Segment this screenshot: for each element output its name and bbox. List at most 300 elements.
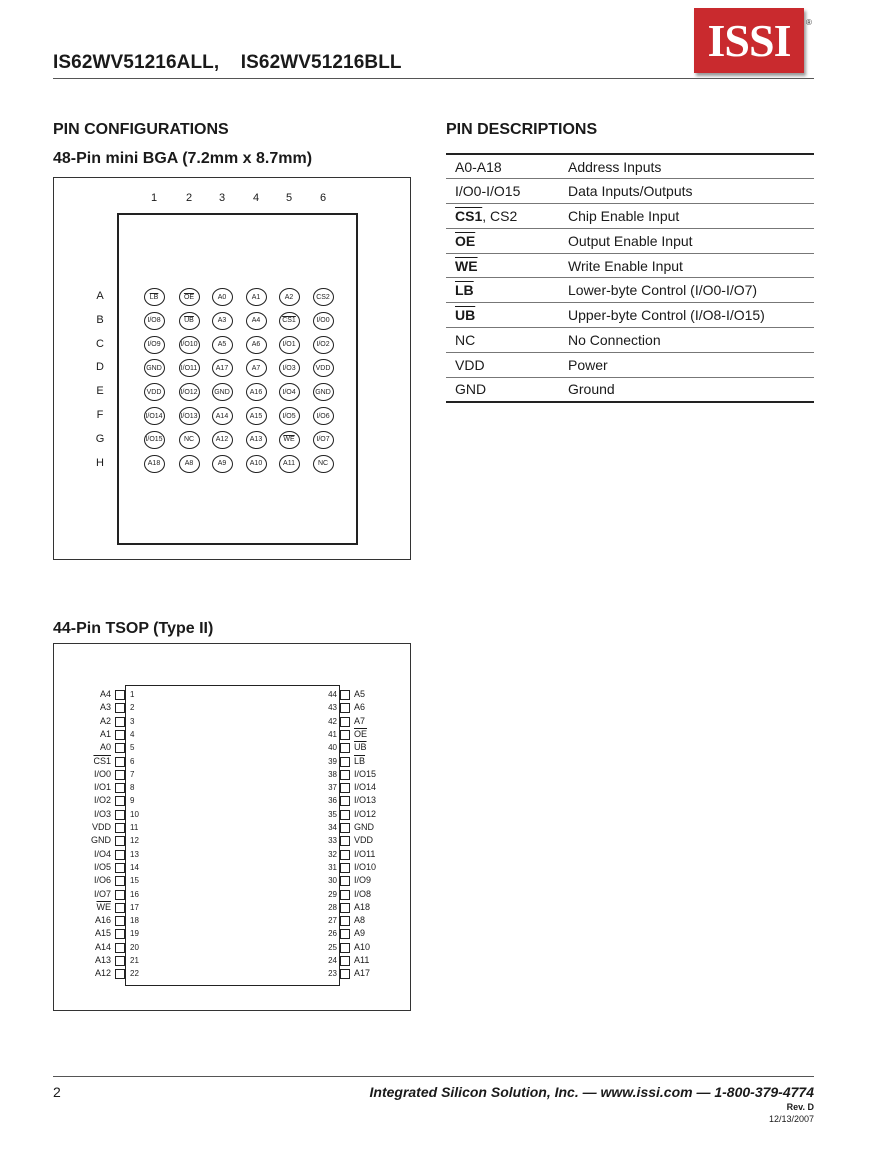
tsop-right-pin-number: 39 [328,756,337,766]
bga-ball-label: A14 [215,412,229,420]
bga-ball [179,407,200,425]
tsop-right-pin-name: I/O12 [354,808,377,819]
tsop-left-pin-name: A14 [94,941,111,952]
bga-ball-label: I/O6 [316,412,330,420]
tsop-right-pin-number: 23 [328,969,337,979]
tsop-left-pin-name: GND [91,835,111,846]
bga-ball-label: A7 [251,364,261,372]
tsop-right-pin-name: A17 [354,968,371,979]
bga-ball [144,336,165,354]
bga-ball [179,455,200,473]
pin-name-active-low: $\overline{OE}$ [455,232,476,249]
bga-ball [179,359,200,377]
pin-description-cell: Address Inputs [568,154,814,179]
tsop-left-pin-name: A0 [99,742,111,753]
bga-ball [144,455,165,473]
bga-ball-label: A0 [217,293,227,301]
tsop-right-pin-pad [340,969,350,979]
tsop-left-pin-name: I/O3 [93,808,111,819]
bga-ball-label: I/O14 [145,412,163,420]
bga-ball-label: $\overline{OE}$ [183,293,195,301]
bga-ball-label: VDD [315,364,331,372]
tsop-left-pin-number: 2 [130,703,135,713]
tsop-left-pin-pad [115,823,125,833]
bga-ball [144,383,165,401]
bga-ball [313,431,334,449]
tsop-right-pin-name: I/O15 [354,768,377,779]
bga-row-label: H [96,456,104,469]
footer-date: 12/13/2007 [768,1114,814,1124]
bga-ball-label: I/O2 [316,341,330,349]
tsop-left-pin-pad [115,717,125,727]
bga-ball-label: A1 [251,293,261,301]
tsop-right-pin-pad [340,703,350,713]
tsop-left-pin-name: A15 [94,928,111,939]
bga-ball [246,383,267,401]
bga-row-label: E [96,385,104,398]
pin-name-active-low: $\overline{WE}$ [455,257,478,274]
tsop-right-pin-number: 31 [328,862,337,872]
bga-ball-label: A11 [283,460,295,468]
bga-ball [179,336,200,354]
bga-ball [179,383,200,401]
bga-ball [313,407,334,425]
pin-name-active-low: CS1 [455,207,483,224]
footer-revision: Rev. D [786,1102,814,1112]
bga-ball [144,359,165,377]
pin-description-cell: Write Enable Input [568,253,814,278]
bga-ball-label: I/O12 [180,388,198,396]
tsop-left-pin-number: 7 [130,769,135,779]
tsop-left-pin-number: 3 [130,716,135,726]
bga-ball-label: I/O4 [282,388,296,396]
tsop-right-pin-pad [340,717,350,727]
tsop-right-pin-number: 30 [328,876,337,886]
tsop-right-pin-pad [340,770,350,780]
tsop-left-pin-number: 13 [130,849,139,859]
bga-ball-label: A9 [217,460,227,468]
tsop-right-pin-pad [340,890,350,900]
tsop-right-pin-name: A5 [354,689,366,699]
bga-ball-label: GND [315,388,331,396]
tsop-right-pin-pad [340,850,350,860]
bga-column-number: 2 [185,192,193,204]
bga-ball-label: $\overline{LB}$ [149,293,159,301]
bga-ball-label: A10 [249,460,263,468]
tsop-right-pin-number: 43 [328,703,337,713]
tsop-right-pin-name: I/O10 [354,861,377,872]
pin-name-cell [446,328,568,353]
tsop-left-pin-number: 11 [130,823,139,832]
pin-description-row [446,278,814,303]
pin-description-cell: No Connection [568,328,814,353]
tsop-right-pin-pad [340,903,350,913]
bga-ball-label: A8 [184,460,194,468]
tsop-right-pin-pad [340,796,350,806]
tsop-left-pin-number: 18 [130,916,139,926]
pin-description-table [446,153,814,403]
pin-name-cell [446,154,568,179]
page-number: 2 [53,1084,61,1100]
tsop-left-pin-pad [115,903,125,913]
tsop-right-pin-name: $\overline{UB}$ [354,742,367,753]
tsop-right-pin-number: 38 [328,769,337,779]
tsop-right-pin-name: A6 [354,702,366,713]
pin-name: GND [455,381,487,398]
tsop-right-pin-pad [340,876,350,886]
tsop-left-pin-number: 10 [130,809,139,819]
bga-row-label: B [96,313,104,326]
tsop-left-pin-pad [115,757,125,767]
tsop-left-pin-name: I/O7 [93,888,111,899]
pin-description-row [446,179,814,204]
bga-ball-label: I/O7 [316,436,330,444]
pin-descriptions-heading: PIN DESCRIPTIONS [446,121,598,138]
pin-description-row [446,377,814,402]
bga-ball [246,288,267,306]
footer-company: Integrated Silicon Solution, Inc. — www.issi.com — 1-800-379-4774 [369,1084,814,1100]
bga-ball [212,407,233,425]
tsop-right-pin-number: 42 [328,716,337,726]
bga-ball [279,383,300,401]
tsop-right-pin-pad [340,690,350,700]
bga-ball [246,407,267,425]
bga-ball [279,407,300,425]
tsop-right-pin-number: 44 [328,690,337,699]
tsop-left-pin-pad [115,876,125,886]
tsop-left-pin-number: 19 [130,929,139,939]
bga-ball [313,336,334,354]
tsop-left-pin-name: I/O2 [93,795,111,806]
bga-ball-label: GND [214,388,230,396]
tsop-right-pin-number: 36 [328,796,337,806]
tsop-left-pin-number: 1 [130,690,135,699]
tsop-right-pin-name: $\overline{LB}$ [354,755,366,766]
bga-ball [144,288,165,306]
tsop-right-pin-name: I/O8 [354,888,372,899]
tsop-left-pin-number: 4 [130,729,135,739]
tsop-left-pin-pad [115,969,125,979]
tsop-right-pin-name: A7 [354,715,366,726]
tsop-left-pin-name: A1 [99,728,111,739]
bga-ball-label: A13 [249,436,263,444]
document-title: IS62WV51216ALL, IS62WV51216BLL [53,52,402,73]
pin-description-row [446,253,814,278]
bga-ball-label: A16 [249,388,263,396]
tsop-left-pin-number: 22 [130,969,139,979]
bga-ball [313,288,334,306]
bga-ball [144,312,165,330]
pin-name-cell [446,179,568,204]
tsop-right-pin-name: A10 [354,941,371,952]
tsop-left-pin-pad [115,836,125,846]
bga-ball-label: CS2 [316,293,330,301]
tsop-left-pin-pad [115,850,125,860]
tsop-right-pin-number: 24 [328,956,337,965]
bga-ball [179,288,200,306]
pin-name-cell [446,303,568,328]
tsop-right-pin-number: 35 [328,809,337,819]
bga-ball [212,359,233,377]
pin-description-cell: Ground [568,377,814,402]
tsop-left-pin-pad [115,890,125,900]
bga-ball-label: NC [183,436,195,444]
bga-column-number: 1 [150,192,158,204]
bga-ball [246,455,267,473]
bga-ball-label: I/O13 [180,412,198,420]
bga-ball [144,407,165,425]
tsop-left-pin-name: A12 [94,968,111,979]
tsop-left-pin-pad [115,743,125,753]
tsop-left-pin-number: 15 [130,876,139,886]
tsop-right-pin-pad [340,757,350,767]
pin-name-active-low: $\overline{UB}$ [455,307,476,324]
pin-description-cell: Upper-byte Control (I/O8-I/O15) [568,303,814,328]
pin-description-cell: Data Inputs/Outputs [568,179,814,204]
tsop-left-pin-pad [115,929,125,939]
tsop-left-pin-name: I/O4 [93,848,111,859]
tsop-right-pin-name: VDD [354,835,374,846]
bga-ball-label: A15 [249,412,263,420]
bga-ball [246,312,267,330]
tsop-right-pin-name: GND [354,822,374,832]
bga-row-label: F [96,409,104,421]
tsop-left-pin-pad [115,703,125,713]
tsop-right-pin-number: 25 [328,942,337,952]
bga-ball [313,359,334,377]
tsop-left-pin-name: I/O6 [93,875,111,886]
bga-ball-label: I/O9 [147,341,161,349]
tsop-left-pin-name: I/O5 [93,861,111,872]
tsop-left-pin-name: A4 [99,689,111,699]
tsop-right-pin-number: 26 [328,929,337,939]
tsop-left-pin-name: CS1 [93,755,111,766]
pin-name: A0-A18 [455,158,502,175]
tsop-left-pin-number: 6 [130,756,135,766]
bga-ball-label: I/O5 [282,412,296,420]
tsop-left-pin-number: 8 [130,783,135,793]
tsop-left-pin-number: 14 [130,862,139,872]
bga-ball [246,336,267,354]
bga-ball-label: A17 [215,364,229,372]
pin-description-row [446,352,814,377]
bga-ball-label: I/O8 [147,317,161,325]
tsop-right-pin-name: A18 [354,901,371,912]
bga-ball-label: I/O3 [282,364,296,372]
tsop-left-pin-name: A13 [94,955,111,965]
bga-ball [246,359,267,377]
tsop-left-pin-pad [115,956,125,966]
tsop-right-pin-name: I/O13 [354,795,377,806]
tsop-left-pin-name: $\overline{WE}$ [96,901,111,912]
bga-ball [313,455,334,473]
bga-ball-label: NC [317,460,329,468]
pin-name-cell [446,377,568,402]
tsop-left-pin-number: 20 [130,942,139,952]
bga-column-number: 5 [285,192,293,204]
bga-ball-label: I/O15 [145,436,163,444]
bga-ball [212,336,233,354]
bga-ball-label: A12 [215,436,229,444]
tsop-left-pin-pad [115,810,125,820]
bga-ball-label: A2 [284,293,294,301]
tsop-right-pin-number: 40 [328,743,337,753]
pin-configurations-heading: PIN CONFIGURATIONS [53,121,229,138]
tsop-left-pin-pad [115,796,125,806]
tsop-right-pin-number: 37 [328,783,337,793]
tsop-right-pin-name: A11 [354,955,370,965]
issi-logo [694,8,804,73]
tsop-right-pin-pad [340,943,350,953]
tsop-package-body [125,685,340,986]
tsop-left-pin-number: 21 [130,956,139,965]
bga-ball-label: A6 [251,341,261,349]
pin-name-cell [446,352,568,377]
bga-ball-label: I/O10 [180,341,198,349]
pin-name-cell [446,228,568,253]
pin-description-row [446,328,814,353]
pin-description-cell: Output Enable Input [568,228,814,253]
bga-ball [279,288,300,306]
tsop-right-pin-pad [340,956,350,966]
bga-row-label: G [95,432,105,445]
pin-description-cell: Power [568,352,814,377]
bga-ball-label: $\overline{UB}$ [184,317,194,325]
tsop-right-pin-number: 41 [328,729,337,739]
bga-ball [313,312,334,330]
tsop-left-pin-name: A3 [99,702,111,713]
tsop-right-pin-name: A9 [354,928,366,939]
tsop-right-pin-number: 33 [328,836,337,846]
bga-heading: 48-Pin mini BGA (7.2mm x 8.7mm) [53,150,313,167]
bga-ball [212,455,233,473]
bga-ball [279,336,300,354]
tsop-left-pin-number: 16 [130,889,139,899]
bga-ball-label: CS1 [282,317,296,325]
tsop-left-pin-name: I/O0 [93,768,111,779]
pin-name-active-low: $\overline{LB}$ [455,282,474,299]
pin-description-row [446,204,814,229]
tsop-left-pin-name: VDD [91,822,111,832]
bga-ball-label: A5 [217,341,227,349]
tsop-right-pin-name: I/O11 [354,848,376,859]
bga-ball [279,312,300,330]
pin-description-row [446,154,814,179]
bga-ball [144,431,165,449]
pin-name-cell [446,278,568,303]
registered-mark: ® [806,18,812,27]
bga-column-number: 4 [252,192,260,204]
pin-name: I/O0-I/O15 [455,183,521,200]
tsop-left-pin-pad [115,943,125,953]
tsop-left-pin-pad [115,730,125,740]
tsop-right-pin-name: A8 [354,915,366,926]
bga-row-label: C [96,337,104,350]
pin-description-row [446,228,814,253]
bga-ball [212,288,233,306]
tsop-right-pin-pad [340,743,350,753]
pin-description-cell: Chip Enable Input [568,204,814,229]
tsop-heading: 44-Pin TSOP (Type II) [53,620,214,637]
tsop-left-pin-pad [115,916,125,926]
tsop-right-pin-name: I/O14 [354,782,377,793]
bga-ball [246,431,267,449]
bga-column-number: 6 [319,192,327,204]
bga-ball-label: VDD [146,388,162,396]
bga-ball [279,431,300,449]
bga-ball-label: I/O1 [282,341,296,349]
bga-row-label: D [96,361,104,374]
tsop-right-pin-number: 32 [328,849,337,859]
tsop-right-pin-pad [340,836,350,846]
tsop-right-pin-name: $\overline{OE}$ [354,728,368,739]
bga-package-outline [117,213,358,545]
logo-text: ISSI [707,14,791,66]
pin-name: NC [455,331,476,348]
header-divider [53,78,814,79]
bga-ball-label: A18 [147,460,161,468]
tsop-left-pin-number: 12 [130,836,139,846]
tsop-left-pin-number: 5 [130,743,135,753]
tsop-right-pin-pad [340,916,350,926]
tsop-right-pin-pad [340,929,350,939]
pin-name-cell [446,204,568,229]
tsop-left-pin-number: 17 [130,902,139,912]
tsop-right-pin-pad [340,823,350,833]
tsop-right-pin-name: I/O9 [354,875,372,886]
bga-ball [212,431,233,449]
pin-name-cell [446,253,568,278]
bga-ball-label: A4 [251,317,261,325]
tsop-left-pin-pad [115,770,125,780]
tsop-right-pin-number: 29 [328,889,337,899]
tsop-left-pin-pad [115,863,125,873]
bga-ball [279,455,300,473]
pin-name-suffix: , CS2 [482,207,518,224]
bga-ball-label: $\overline{WE}$ [283,436,295,444]
bga-ball-label: A3 [217,317,227,325]
bga-column-number: 3 [218,192,226,204]
tsop-left-pin-name: A2 [99,715,111,726]
tsop-right-pin-pad [340,783,350,793]
bga-ball [179,312,200,330]
tsop-left-pin-pad [115,783,125,793]
bga-ball-label: I/O11 [180,364,198,372]
pin-description-row [446,303,814,328]
tsop-right-pin-number: 27 [328,916,337,926]
bga-ball-label: GND [146,364,162,372]
bga-ball [212,312,233,330]
pin-description-cell: Lower-byte Control (I/O0-I/O7) [568,278,814,303]
tsop-right-pin-number: 34 [328,823,337,832]
tsop-right-pin-number: 28 [328,902,337,912]
footer-divider [53,1076,814,1077]
bga-ball [279,359,300,377]
tsop-left-pin-name: I/O1 [93,782,111,793]
bga-ball [313,383,334,401]
tsop-right-pin-pad [340,810,350,820]
tsop-left-pin-number: 9 [130,796,135,806]
bga-ball [212,383,233,401]
bga-row-label: A [96,290,104,302]
tsop-right-pin-pad [340,863,350,873]
tsop-left-pin-name: A16 [94,915,111,926]
tsop-left-pin-pad [115,690,125,700]
tsop-right-pin-pad [340,730,350,740]
bga-ball-label: I/O0 [316,317,330,325]
pin-name: VDD [455,356,485,373]
bga-ball [179,431,200,449]
